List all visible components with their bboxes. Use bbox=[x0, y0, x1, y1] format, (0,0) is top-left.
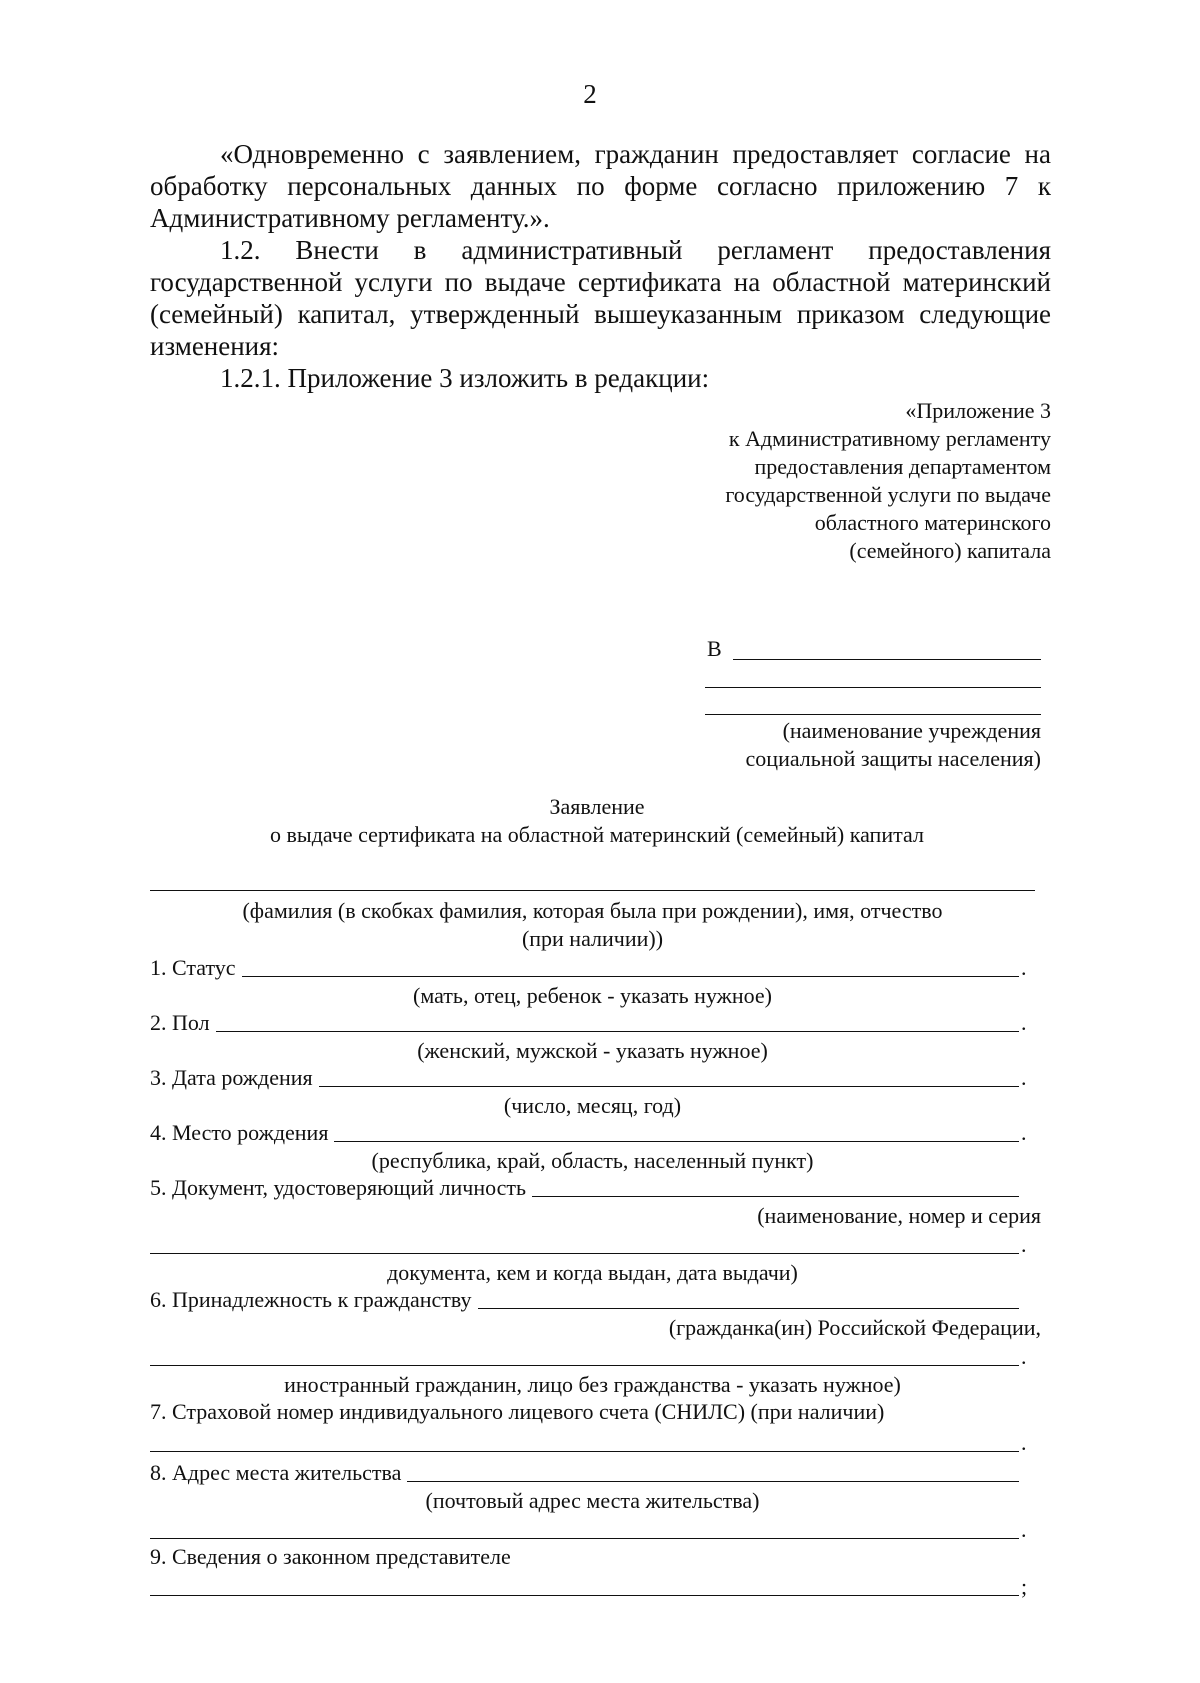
birth-date-label: 3. Дата рождения bbox=[150, 1065, 313, 1090]
item-1-2-1: 1.2.1. Приложение 3 изложить в редакции: bbox=[220, 363, 710, 393]
birth-place-hint: (республика, край, область, населенный пункт) bbox=[371, 1148, 814, 1173]
birth-date-input-line[interactable] bbox=[319, 1086, 1019, 1087]
sex-field[interactable] bbox=[150, 1010, 1035, 1036]
representative-field[interactable] bbox=[150, 1574, 1035, 1600]
address-input-line[interactable] bbox=[407, 1481, 1019, 1482]
appendix-line-1: «Приложение 3 bbox=[905, 398, 1051, 423]
full-name-caption-1: (фамилия (в скобках фамилия, которая была при рождении), имя, отчество bbox=[242, 898, 943, 923]
full-name-line[interactable] bbox=[150, 890, 1035, 891]
addressee-prefix: В bbox=[707, 636, 722, 661]
application-heading: Заявление bbox=[549, 794, 645, 819]
id-document-hint-1: (наименование, номер и серия bbox=[757, 1203, 1041, 1228]
snils-end: . bbox=[1021, 1430, 1027, 1455]
status-input-line[interactable] bbox=[242, 976, 1019, 977]
id-document-field-2[interactable] bbox=[150, 1232, 1035, 1258]
birth-place-input-line[interactable] bbox=[334, 1141, 1019, 1142]
citizenship-hint-1: (гражданка(ин) Российской Федерации, bbox=[668, 1315, 1041, 1340]
id-document-end: . bbox=[1021, 1232, 1027, 1257]
status-field[interactable] bbox=[150, 955, 1035, 981]
sex-end: . bbox=[1021, 1010, 1027, 1035]
representative-input-line[interactable] bbox=[150, 1595, 1019, 1596]
representative-label: 9. Сведения о законном представителе bbox=[150, 1544, 511, 1569]
birth-place-end: . bbox=[1021, 1120, 1027, 1145]
address-field[interactable] bbox=[150, 1460, 1035, 1486]
appendix-line-3: предоставления департаментом bbox=[754, 454, 1051, 479]
birth-date-field[interactable] bbox=[150, 1065, 1035, 1091]
sex-hint: (женский, мужской - указать нужное) bbox=[417, 1038, 768, 1063]
snils-field[interactable] bbox=[150, 1430, 1035, 1456]
citizenship-label: 6. Принадлежность к гражданству bbox=[150, 1287, 472, 1312]
birth-place-field[interactable] bbox=[150, 1120, 1035, 1146]
addressee-caption-1: (наименование учреждения bbox=[782, 718, 1041, 743]
intro-line-3: Административному регламенту.». bbox=[150, 203, 550, 233]
snils-label: 7. Страховой номер индивидуального лицевого счета (СНИЛС) (при наличии) bbox=[150, 1399, 885, 1424]
citizenship-field-2[interactable] bbox=[150, 1344, 1035, 1370]
item-1-2-line-4: изменения: bbox=[150, 331, 280, 361]
address-field-2[interactable] bbox=[150, 1517, 1035, 1543]
intro-line-2: обработку персональных данных по форме согласно приложению 7 к bbox=[150, 171, 1051, 201]
addressee-line-1[interactable] bbox=[733, 659, 1041, 660]
id-document-input-line[interactable] bbox=[532, 1196, 1019, 1197]
birth-date-end: . bbox=[1021, 1065, 1027, 1090]
address-hint: (почтовый адрес места жительства) bbox=[425, 1488, 760, 1513]
representative-end: ; bbox=[1021, 1574, 1028, 1599]
address-label: 8. Адрес места жительства bbox=[150, 1460, 402, 1485]
intro-line-1: «Одновременно с заявлением, гражданин предоставляет согласие на bbox=[220, 139, 1051, 169]
sex-input-line[interactable] bbox=[216, 1031, 1019, 1032]
birth-place-label: 4. Место рождения bbox=[150, 1120, 329, 1145]
appendix-line-5: областного материнского bbox=[814, 510, 1051, 535]
item-1-2-line-3: (семейный) капитал, утвержденный вышеуказанным приказом следующие bbox=[150, 299, 1051, 329]
item-1-2-line-1: 1.2. Внести в административный регламент предоставления bbox=[220, 235, 1051, 265]
application-subtitle: о выдаче сертификата на областной материнский (семейный) капитал bbox=[270, 822, 924, 847]
item-1-2-line-2: государственной услуги по выдаче сертификата на областной материнский bbox=[150, 267, 1051, 297]
status-hint: (мать, отец, ребенок - указать нужное) bbox=[413, 983, 772, 1008]
address-input-line-2[interactable] bbox=[150, 1538, 1019, 1539]
id-document-field[interactable] bbox=[150, 1175, 1035, 1201]
id-document-hint-2: документа, кем и когда выдан, дата выдачи) bbox=[387, 1260, 798, 1285]
status-end: . bbox=[1021, 955, 1027, 980]
addressee-line-3[interactable] bbox=[705, 714, 1041, 715]
page-number: 2 bbox=[583, 79, 597, 109]
snils-input-line[interactable] bbox=[150, 1451, 1019, 1452]
id-document-label: 5. Документ, удостоверяющий личность bbox=[150, 1175, 527, 1200]
birth-date-hint: (число, месяц, год) bbox=[503, 1093, 682, 1118]
sex-label: 2. Пол bbox=[150, 1010, 210, 1035]
addressee-line-2[interactable] bbox=[705, 687, 1041, 688]
citizenship-field[interactable] bbox=[150, 1287, 1035, 1313]
appendix-line-4: государственной услуги по выдаче bbox=[725, 482, 1051, 507]
address-end: . bbox=[1021, 1517, 1027, 1542]
full-name-caption-2: (при наличии)) bbox=[521, 926, 664, 951]
id-document-input-line-2[interactable] bbox=[150, 1253, 1019, 1254]
citizenship-end: . bbox=[1021, 1344, 1027, 1369]
citizenship-input-line-2[interactable] bbox=[150, 1365, 1019, 1366]
addressee-caption-2: социальной защиты населения) bbox=[745, 746, 1041, 771]
status-label: 1. Статус bbox=[150, 955, 236, 980]
citizenship-hint-2: иностранный гражданин, лицо без гражданства - указать нужное) bbox=[284, 1372, 901, 1397]
appendix-line-2: к Административному регламенту bbox=[728, 426, 1051, 451]
citizenship-input-line[interactable] bbox=[478, 1308, 1020, 1309]
appendix-line-6: (семейного) капитала bbox=[849, 538, 1051, 563]
